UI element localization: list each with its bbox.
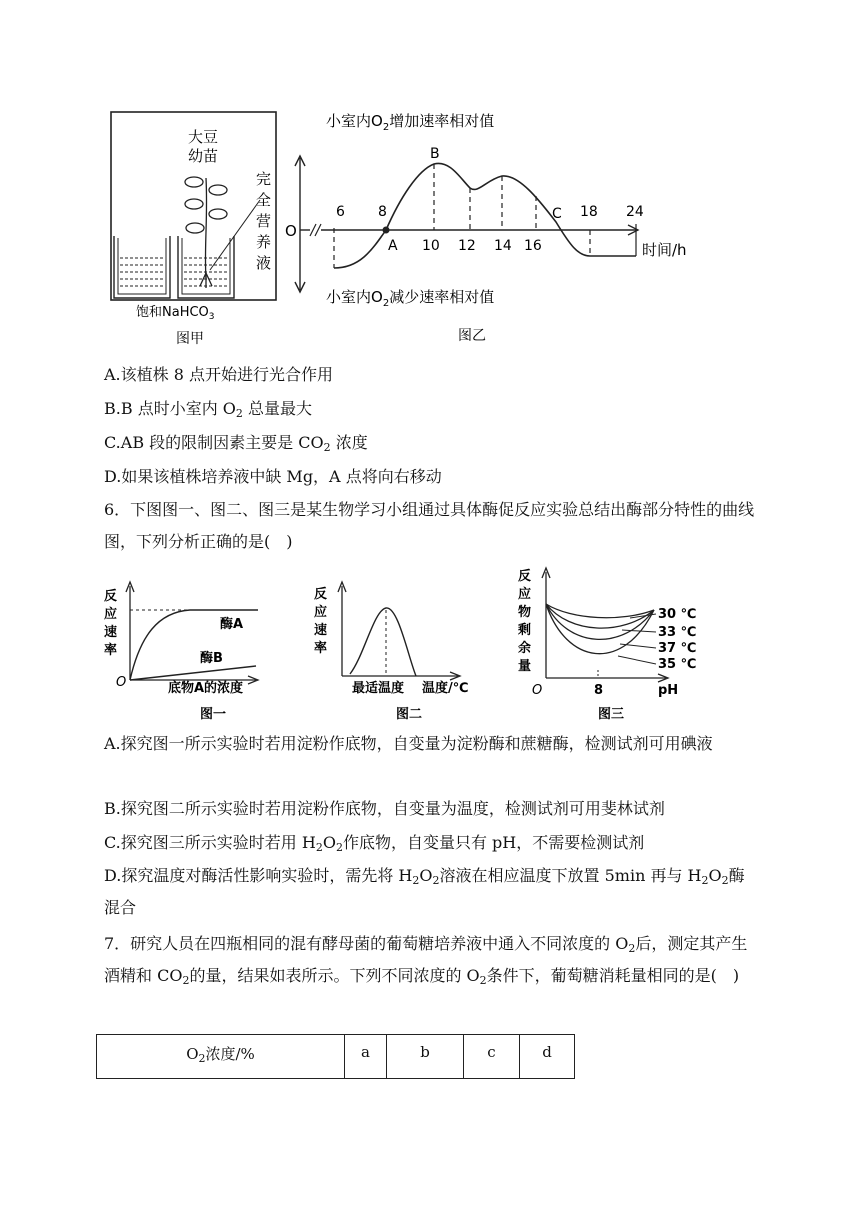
nutrient-label-5: 液 <box>256 254 272 272</box>
soybean-seedling-icon <box>185 177 227 288</box>
fig3-origin: O <box>532 683 543 698</box>
y-top-label: 小室内$O_2$增加速率相对值 <box>326 112 495 133</box>
pointer-line <box>210 200 260 270</box>
q5-option-c: C.AB 段的限制因素主要是 $CO_2$ 浓度 <box>104 433 368 454</box>
table-header-cell: $O_2$浓度/% <box>97 1035 345 1079</box>
q6-option-b: B.探究图二所示实验时若用淀粉作底物，自变量为温度，检测试剂可用斐林试剂 <box>104 799 665 818</box>
figure-yi <box>280 100 710 350</box>
o2-concentration-table <box>96 1034 575 1079</box>
nutrient-label-2: 全 <box>256 191 272 209</box>
figure-2 <box>308 576 478 726</box>
q5-option-b: B.B 点时小室内 $O_2$ 总量最大 <box>104 399 312 420</box>
tick-10: 10 <box>422 238 440 254</box>
fig2-ylabel-4: 率 <box>314 641 328 656</box>
nutrient-label-3: 营 <box>256 212 272 230</box>
fig3-series-35: 35 ℃ <box>658 657 697 672</box>
fig1-curve-enzyme-b <box>130 666 256 680</box>
fig1-caption: 图一 <box>200 707 227 722</box>
q6-option-a: A.探究图一所示实验时若用淀粉作底物，自变量为淀粉酶和蔗糖酶，检测试剂可用碘液 <box>104 734 713 753</box>
fig2-caption: 图二 <box>396 707 423 722</box>
table-cell-b: b <box>387 1035 464 1079</box>
plant-label-2: 幼苗 <box>188 147 219 165</box>
fig1-ylabel-3: 速 <box>104 625 118 640</box>
plant-label-1: 大豆 <box>188 128 219 146</box>
q5-option-d: D.如果该植株培养液中缺 Mg，A 点将向右移动 <box>104 467 442 486</box>
q6-stem: 6．下图图一、图二、图三是某生物学习小组通过具体酶促反应实验总结出酶部分特性的曲线图，下列分析正确的是( ) <box>104 500 755 551</box>
fig1-xlabel: 底物A的浓度 <box>168 681 244 696</box>
fig3-ylabel-4: 剩 <box>518 623 532 638</box>
fig3-series-33: 33 ℃ <box>658 625 697 640</box>
fig1-origin: O <box>116 675 127 690</box>
caption-jia: 图甲 <box>176 331 204 347</box>
beaker-left <box>114 236 170 298</box>
fig3-series-30: 30 ℃ <box>658 607 697 622</box>
fig2-ylabel-3: 速 <box>314 623 328 638</box>
point-c-label: C <box>552 206 562 222</box>
tick-12: 12 <box>458 238 476 254</box>
table-cell-d: d <box>520 1035 575 1079</box>
caption-yi: 图乙 <box>458 328 486 344</box>
axis-break-2 <box>315 224 321 236</box>
x-axis-label: 时间/h <box>642 241 687 259</box>
tick-16: 16 <box>524 238 542 254</box>
q6-option-d: D.探究温度对酶活性影响实验时，需先将 $H_2O_2$溶液在相应温度下放置 5min 再与 $H_2O_2$酶混合 <box>104 866 745 917</box>
fig2-xtick: 最适温度 <box>352 681 405 696</box>
fig3-ylabel-3: 物 <box>518 605 532 620</box>
fig1-ylabel-1: 反 <box>104 589 118 604</box>
origin-label: O <box>285 222 297 240</box>
fig1-series-b: 酶B <box>200 651 223 666</box>
q6-option-c: C.探究图三所示实验时若用 $H_2O_2$作底物，自变量只有 pH，不需要检测试剂 <box>104 833 645 854</box>
fig3-xtick: 8 <box>594 683 604 698</box>
fig3-caption: 图三 <box>598 707 625 722</box>
q5-option-a: A.该植株 8 点开始进行光合作用 <box>104 365 333 384</box>
beaker-label: 饱和NaHCO$_3$ <box>136 305 215 322</box>
fig3-ylabel-1: 反 <box>518 569 532 584</box>
point-b-label: B <box>430 146 440 162</box>
axis-break-1 <box>310 224 316 236</box>
y-bottom-label: 小室内$O_2$减少速率相对值 <box>326 288 495 309</box>
figure-1 <box>100 576 270 726</box>
fig2-bell-curve <box>350 608 416 676</box>
table-cell-a: a <box>345 1035 387 1079</box>
fig1-ylabel-4: 率 <box>104 643 118 658</box>
table-row <box>97 1035 575 1079</box>
tick-6: 6 <box>336 204 345 220</box>
nutrient-label-4: 养 <box>256 233 272 251</box>
figure-3 <box>512 560 712 726</box>
tick-14: 14 <box>494 238 512 254</box>
tick-24-label: 24 <box>626 204 644 220</box>
fig3-ylabel-5: 余 <box>518 641 532 656</box>
q7-stem: 7．研究人员在四瓶相同的混有酵母菌的葡萄糖培养液中通入不同浓度的 $O_2$后，测定其产生酒精和 $CO_2$的量，结果如表所示。下列不同浓度的 $O_2$条件下，葡萄糖消耗量相同的是( ) <box>104 934 748 987</box>
fig3-xlabel: pH <box>658 683 679 698</box>
point-a-marker <box>383 227 390 234</box>
fig3-ylabel-2: 应 <box>518 587 532 602</box>
point-a-label: A <box>388 238 398 254</box>
fig2-xlabel: 温度/℃ <box>422 681 469 696</box>
fig3-ylabel-6: 量 <box>518 659 532 674</box>
fig1-ylabel-2: 应 <box>104 607 118 622</box>
tick-18: 18 <box>580 204 598 220</box>
table-cell-c: c <box>464 1035 520 1079</box>
fig1-series-a: 酶A <box>220 617 244 632</box>
figure-jia <box>100 108 300 358</box>
fig2-ylabel-2: 应 <box>314 605 328 620</box>
fig2-ylabel-1: 反 <box>314 587 328 602</box>
fig3-series-37: 37 ℃ <box>658 641 697 656</box>
tick-8: 8 <box>378 204 387 220</box>
fig3-curve-30 <box>546 604 654 618</box>
nutrient-label-1: 完 <box>256 170 272 188</box>
